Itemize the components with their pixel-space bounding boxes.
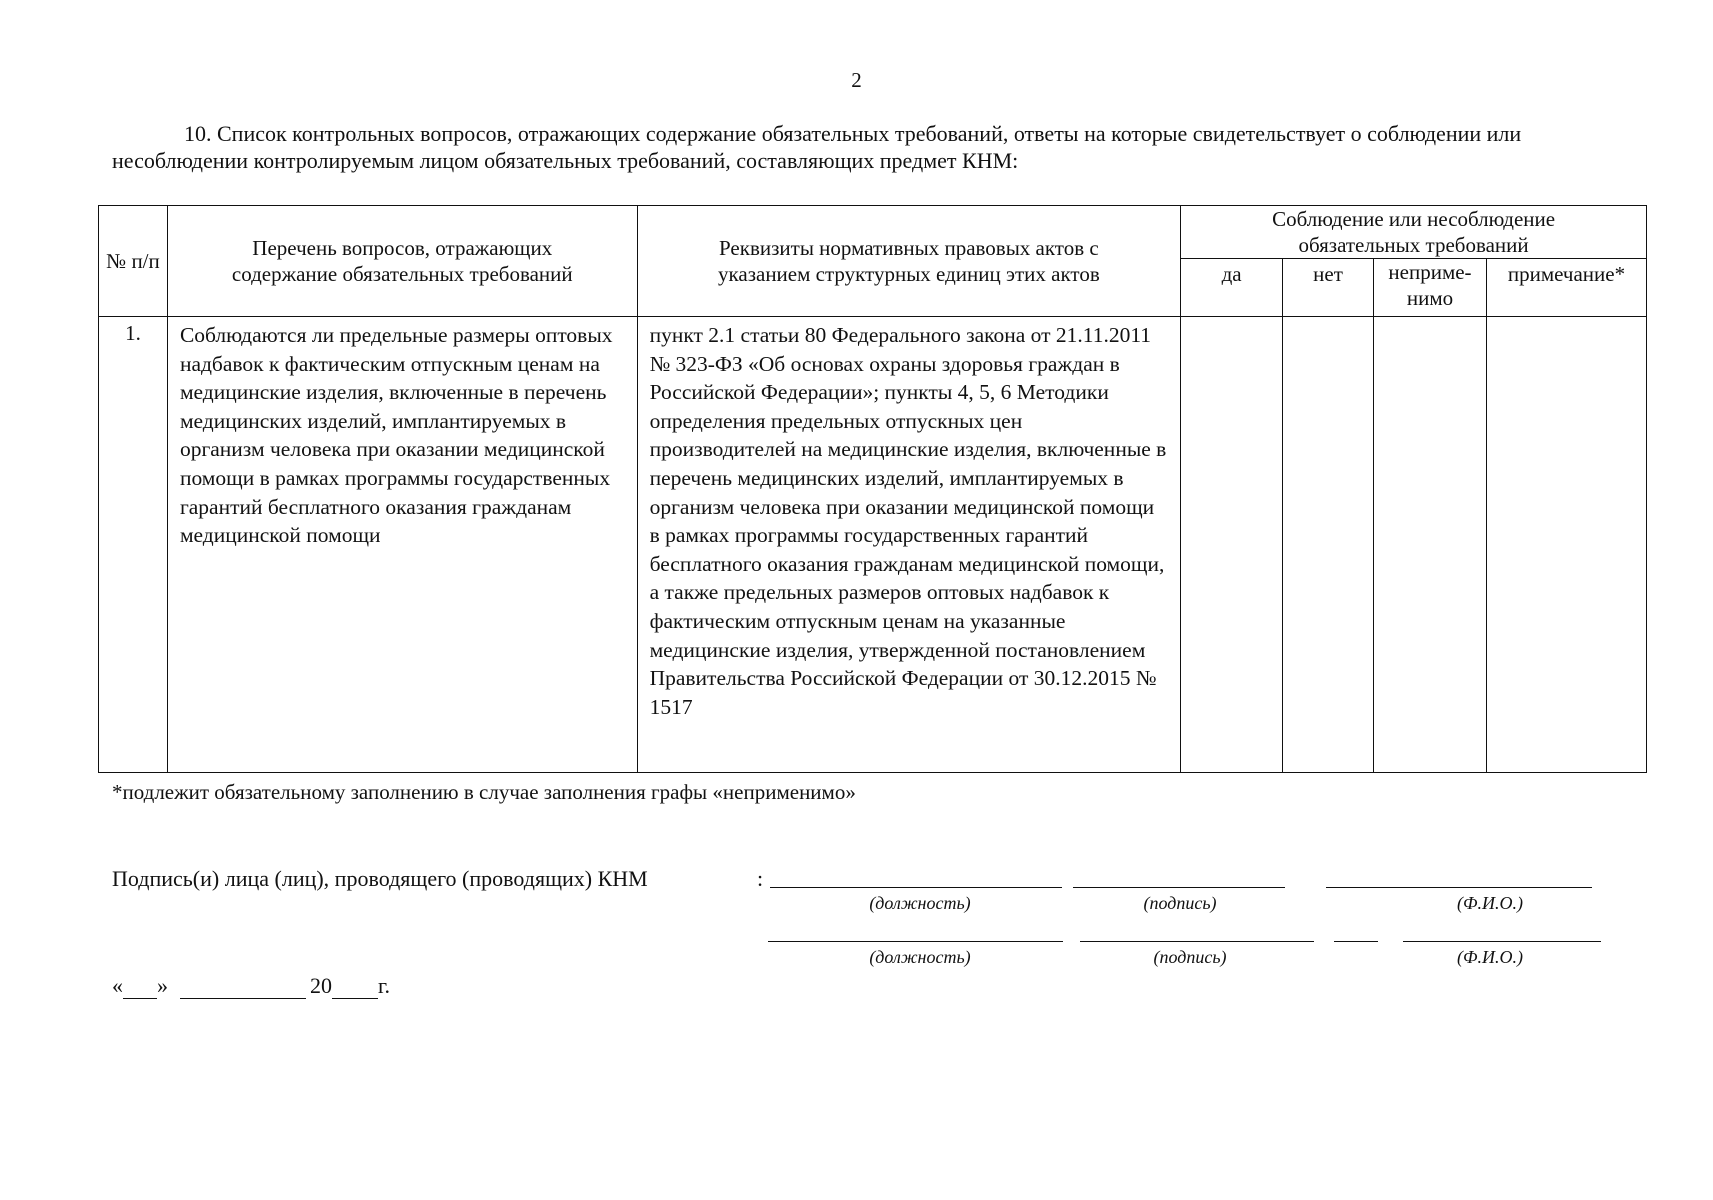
intro-paragraph: 10. Список контрольных вопросов, отражающих содержание обязательных требований, ответы на которые свидетельствует о соблюдении или несоблюдении контролируемым лицом обязательных требований, составляющих предмет КНМ: <box>112 121 1522 173</box>
date-open-quote: « <box>112 973 123 998</box>
checklist-table <box>98 205 1647 773</box>
header-compliance-group: Соблюдение или несоблюдение обязательных требований <box>1181 206 1647 259</box>
header-requisites: Реквизиты нормативных правовых актов с указанием структурных единиц этих актов <box>637 206 1181 317</box>
header-number: № п/п <box>99 206 168 317</box>
year-suffix: г. <box>378 973 391 998</box>
position-caption-1: (должность) <box>869 893 971 913</box>
header-yes: да <box>1181 259 1283 317</box>
signature-caption-1: (подпись) <box>1143 893 1217 913</box>
month-field[interactable] <box>180 978 306 999</box>
cell-not-applicable[interactable] <box>1373 317 1486 773</box>
table-row <box>99 317 1647 773</box>
page-number: 2 <box>851 68 862 92</box>
table-header-row <box>99 206 1647 259</box>
row-number: 1. <box>99 317 168 773</box>
name-line-1[interactable] <box>1326 887 1592 888</box>
name-line-2[interactable] <box>1403 941 1601 942</box>
day-field[interactable] <box>123 978 157 999</box>
cell-note[interactable] <box>1486 317 1646 773</box>
row-question <box>167 317 637 773</box>
cell-no[interactable] <box>1283 317 1374 773</box>
header-questions: Перечень вопросов, отражающих содержание обязательных требований <box>167 206 637 317</box>
year-field[interactable] <box>332 978 378 999</box>
signature-colon: : <box>757 866 764 891</box>
position-caption-2: (должность) <box>869 947 971 967</box>
position-line-1[interactable] <box>770 887 1062 888</box>
footnote: *подлежит обязательному заполнению в случае заполнения графы «неприменимо» <box>112 780 856 804</box>
header-not-applicable: неприме- нимо <box>1373 259 1486 317</box>
row-requisites-text: пункт 2.1 статьи 80 Федерального закона от 21.11.2011 № 323-ФЗ «Об основах охраны здоровья граждан в Российской Федерации»; пункты 4, 5, 6 Методики определения предельных отпускных цен производителей на медицинские изделия, включенные в перечень медицинских изделий, имплантируемых в организм человека при оказании медицинской помощи в рамках программы государственных гарантий бесплатного оказания гражданам медицинской помощи, а также предельных размеров оптовых надбавок к фактическим отпускным ценам на указанные медицинские изделия, утвержденной постановлением Правительства Российской Федерации от 30.12.2015 № 1517 <box>649 323 1167 719</box>
year-prefix: 20 <box>310 973 332 998</box>
header-note: примечание* <box>1486 259 1646 317</box>
cell-yes[interactable] <box>1181 317 1283 773</box>
position-line-2[interactable] <box>768 941 1063 942</box>
name-caption-2: (Ф.И.О.) <box>1457 947 1523 967</box>
signature-caption-2: (подпись) <box>1153 947 1227 967</box>
name-caption-1: (Ф.И.О.) <box>1457 893 1523 913</box>
signature-line-2-extra <box>1334 941 1378 942</box>
signature-label: Подпись(и) лица (лиц), проводящего (проводящих) КНМ <box>112 866 648 891</box>
date-close-quote: » <box>157 973 168 998</box>
header-no: нет <box>1283 259 1374 317</box>
signature-line-2[interactable] <box>1080 941 1314 942</box>
date-line <box>112 973 390 999</box>
signature-line-1[interactable] <box>1073 887 1285 888</box>
row-question-text: Соблюдаются ли предельные размеры оптовых надбавок к фактическим отпускным ценам на медицинские изделия, включенные в перечень медицинских изделий, имплантируемых в организм человека при оказании медицинской помощи в рамках программы государственных гарантий бесплатного оказания гражданам медицинской помощи <box>179 323 613 548</box>
row-requisites <box>637 317 1181 773</box>
